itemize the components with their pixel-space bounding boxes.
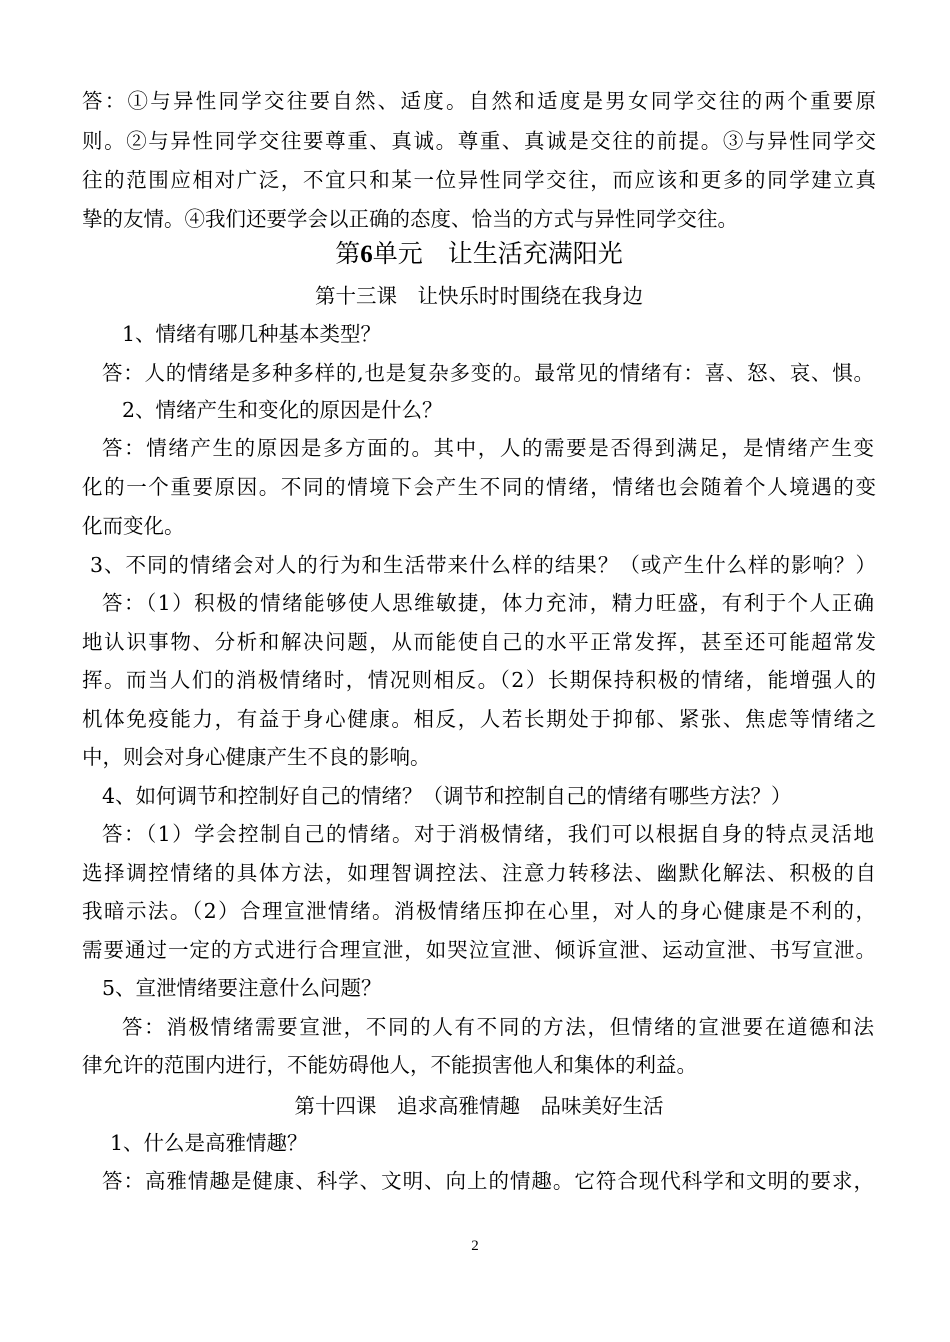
question: 4、如何调节和控制好自己的情绪？（调节和控制自己的情绪有哪些方法？）: [102, 784, 792, 808]
answer-line: 挥。而当人们的消极情绪时，情况则相反。（2）长期保持积极的情绪，能增强人的: [82, 668, 876, 692]
answer-line: 答：高雅情趣是健康、科学、文明、向上的情趣。它符合现代科学和文明的要求，: [102, 1169, 874, 1193]
lesson-title: 第十四课 追求高雅情趣 品味美好生活: [294, 1094, 664, 1118]
answer-line: 机体免疫能力，有益于身心健康。相反，人若长期处于抑郁、紧张、焦虑等情绪之: [82, 707, 876, 731]
unit-title-prefix: 第: [335, 239, 361, 268]
page-number: 2: [471, 1238, 479, 1254]
answer-line: 答：（1）积极的情绪能够使人思维敏捷，体力充沛，精力旺盛，有利于个人正确: [102, 591, 874, 615]
answer-line: 答：人的情绪是多种多样的,也是复杂多变的。最常见的情绪有：喜、怒、哀、惧。: [102, 361, 874, 385]
answer-line: 答：（1）学会控制自己的情绪。对于消极情绪，我们可以根据自身的特点灵活地: [102, 822, 874, 846]
lesson-title: 第十三课 让快乐时时围绕在我身边: [315, 284, 643, 308]
answer-line: 地认识事物、分析和解决问题，从而能使自己的水平正常发挥，甚至还可能超常发: [82, 630, 876, 654]
answer-line: 需要通过一定的方式进行合理宣泄，如哭泣宣泄、倾诉宣泄、运动宣泄、书写宣泄。: [82, 938, 876, 962]
unit-title-text: 单元 让生活充满阳光: [372, 239, 623, 268]
answer-line: 化而变化。: [82, 514, 185, 538]
answer-line: 答：①与异性同学交往要自然、适度。自然和适度是男女同学交往的两个重要原: [82, 89, 876, 113]
answer-line: 律允许的范围内进行，不能妨碍他人，不能损害他人和集体的利益。: [82, 1053, 697, 1077]
answer-line: 选择调控情绪的具体方法，如理智调控法、注意力转移法、幽默化解法、积极的自: [82, 861, 876, 885]
answer-line: 我暗示法。（2）合理宣泄情绪。消极情绪压抑在心里，对人的身心健康是不利的，: [82, 899, 876, 923]
answer-line: 挚的友情。④我们还要学会以正确的态度、恰当的方式与异性同学交往。: [82, 207, 738, 231]
unit-title: [82, 236, 876, 273]
answer-line: 化的一个重要原因。不同的情境下会产生不同的情绪，情绪也会随着个人境遇的变: [82, 475, 876, 499]
question: 1、情绪有哪几种基本类型？: [122, 322, 382, 346]
answer-line: 中，则会对身心健康产生不良的影响。: [82, 745, 431, 769]
answer-line: 往的范围应相对广泛，不宜只和某一位异性同学交往，而应该和更多的同学建立真: [82, 168, 876, 192]
question: 1、什么是高雅情趣？: [110, 1131, 308, 1155]
question: 2、情绪产生和变化的原因是什么？: [122, 398, 443, 422]
question: 3、不同的情绪会对人的行为和生活带来什么样的结果？（或产生什么样的影响？）: [90, 553, 876, 577]
answer-line: 答：情绪产生的原因是多方面的。其中，人的需要是否得到满足，是情绪产生变: [102, 436, 874, 460]
answer-line: 答：消极情绪需要宣泄，不同的人有不同的方法，但情绪的宣泄要在道德和法: [122, 1015, 874, 1039]
question: 5、宣泄情绪要注意什么问题？: [102, 976, 382, 1000]
answer-line: 则。②与异性同学交往要尊重、真诚。尊重、真诚是交往的前提。③与异性同学交: [82, 129, 876, 153]
unit-number: 6: [360, 241, 373, 268]
